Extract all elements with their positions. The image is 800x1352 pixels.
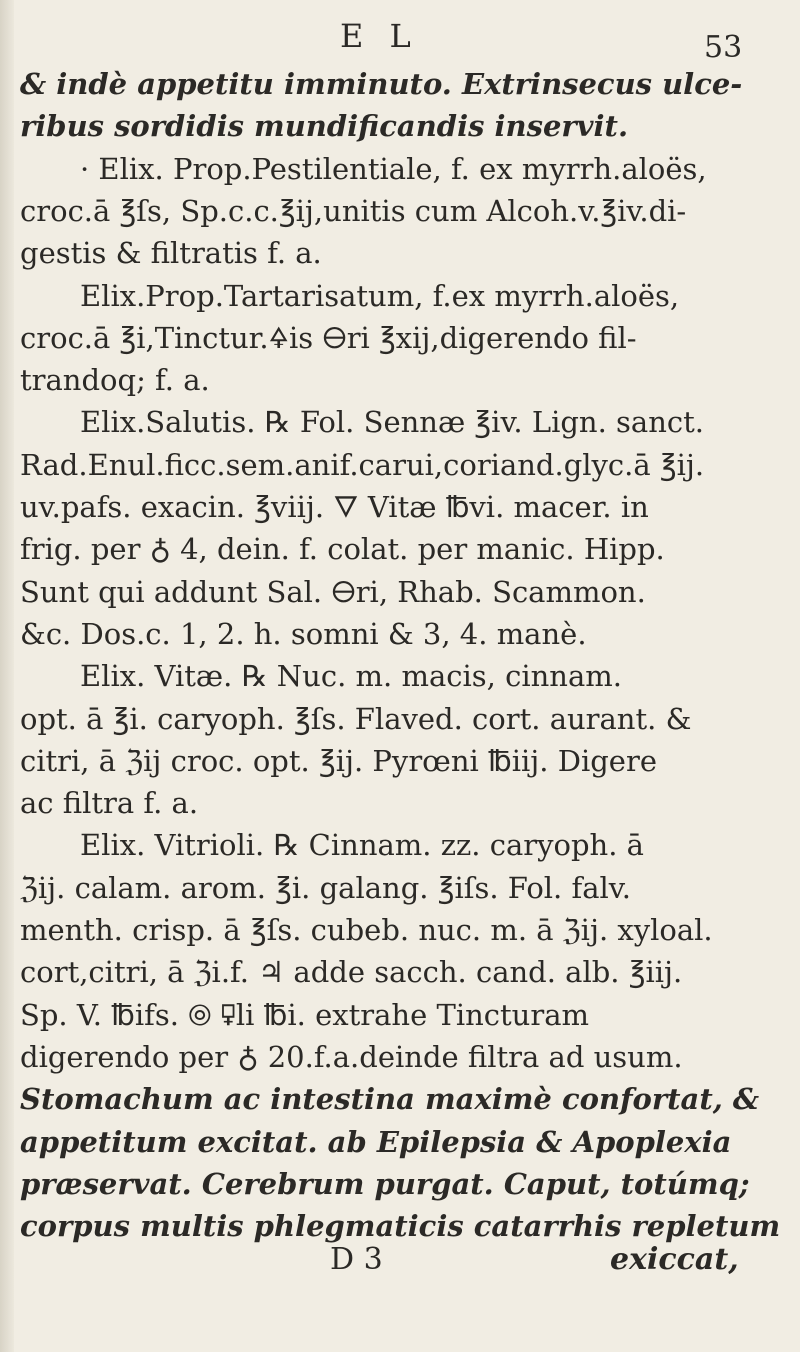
text-line: citri, ā ℨij croc. opt. ℥ij. Pyrœni ℔iij. Digere — [20, 743, 657, 778]
text-line: & indè appetitu imminuto. Extrinsecus ulce- — [20, 67, 743, 101]
text-line: Elix.Salutis. ℞ Fol. Sennæ ℥iv. Lign. sanct. — [80, 405, 705, 440]
running-head: E L — [340, 17, 419, 55]
page-number: 53 — [704, 30, 743, 65]
text-line: præservat. Cerebrum purgat. Caput, totúmq; — [20, 1166, 750, 1201]
text-line: croc.ā ℥i,Tinctur.🜍is 🜔ri ℥xij,digerendo fil- — [20, 320, 637, 355]
text-line: cort,citri, ā ℨi.f. ♃ adde sacch. cand. alb. ℥iij. — [20, 955, 683, 990]
text-line: opt. ā ℥i. caryoph. ℥ſs. Flaved. cort. aurant. & — [20, 701, 692, 736]
signature-mark: D 3 — [330, 1242, 383, 1277]
text-line: ribus sordidis mundificandis inservit. — [20, 109, 629, 144]
text-line: trandoq; f. a. — [20, 363, 210, 398]
text-line: uv.pafs. exacin. ℥viij. 🜄 Vitæ ℔vi. macer. in — [20, 490, 649, 524]
text-line: ac filtra f. a. — [20, 786, 199, 821]
text-line: Elix. Vitrioli. ℞ Cinnam. zz. caryoph. ā — [80, 828, 644, 863]
text-line: Rad.Enul.ficc.sem.anif.carui,coriand.glyc.ā ℥ij. — [20, 447, 705, 482]
text-line: ℨij. calam. arom. ℥i. galang. ℥iſs. Fol. falv. — [20, 870, 631, 905]
text-line: croc.ā ℥ſs, Sp.c.c.℥ij,unitis cum Alcoh.v.℥iv.di- — [20, 193, 687, 228]
text-line: menth. crisp. ā ℥ſs. cubeb. nuc. m. ā ℨij. xyloal. — [20, 913, 713, 947]
catchword: exiccat, — [610, 1242, 739, 1277]
text-line: Sp. V. ℔ifs. ⦾ 🜿li ℔i. extrahe Tincturam — [20, 997, 589, 1032]
text-line: gestis & filtratis f. a. — [20, 236, 322, 271]
text-line: Stomachum ac intestina maximè confortat, & — [20, 1082, 760, 1117]
text-line: Elix. Vitæ. ℞ Nuc. m. macis, cinnam. — [80, 659, 622, 694]
text-line: digerendo per ♁ 20.f.a.deinde filtra ad usum. — [20, 1039, 683, 1074]
text-line: appetitum excitat. ab Epilepsia & Apoplexia — [20, 1124, 732, 1159]
text-line: Sunt qui addunt Sal. 🜔ri, Rhab. Scammon. — [20, 574, 646, 609]
text-line: corpus multis phlegmaticis catarrhis repletum — [20, 1209, 781, 1244]
text-line: Elix.Prop.Tartarisatum, f.ex myrrh.aloës, — [80, 278, 680, 313]
text-line: &c. Dos.c. 1, 2. h. somni & 3, 4. manè. — [20, 616, 587, 651]
text-line: · Elix. Prop.Pestilentiale, f. ex myrrh.aloës, — [80, 151, 707, 186]
text-line: frig. per ♁ 4, dein. f. colat. per manic. Hipp. — [20, 532, 665, 567]
